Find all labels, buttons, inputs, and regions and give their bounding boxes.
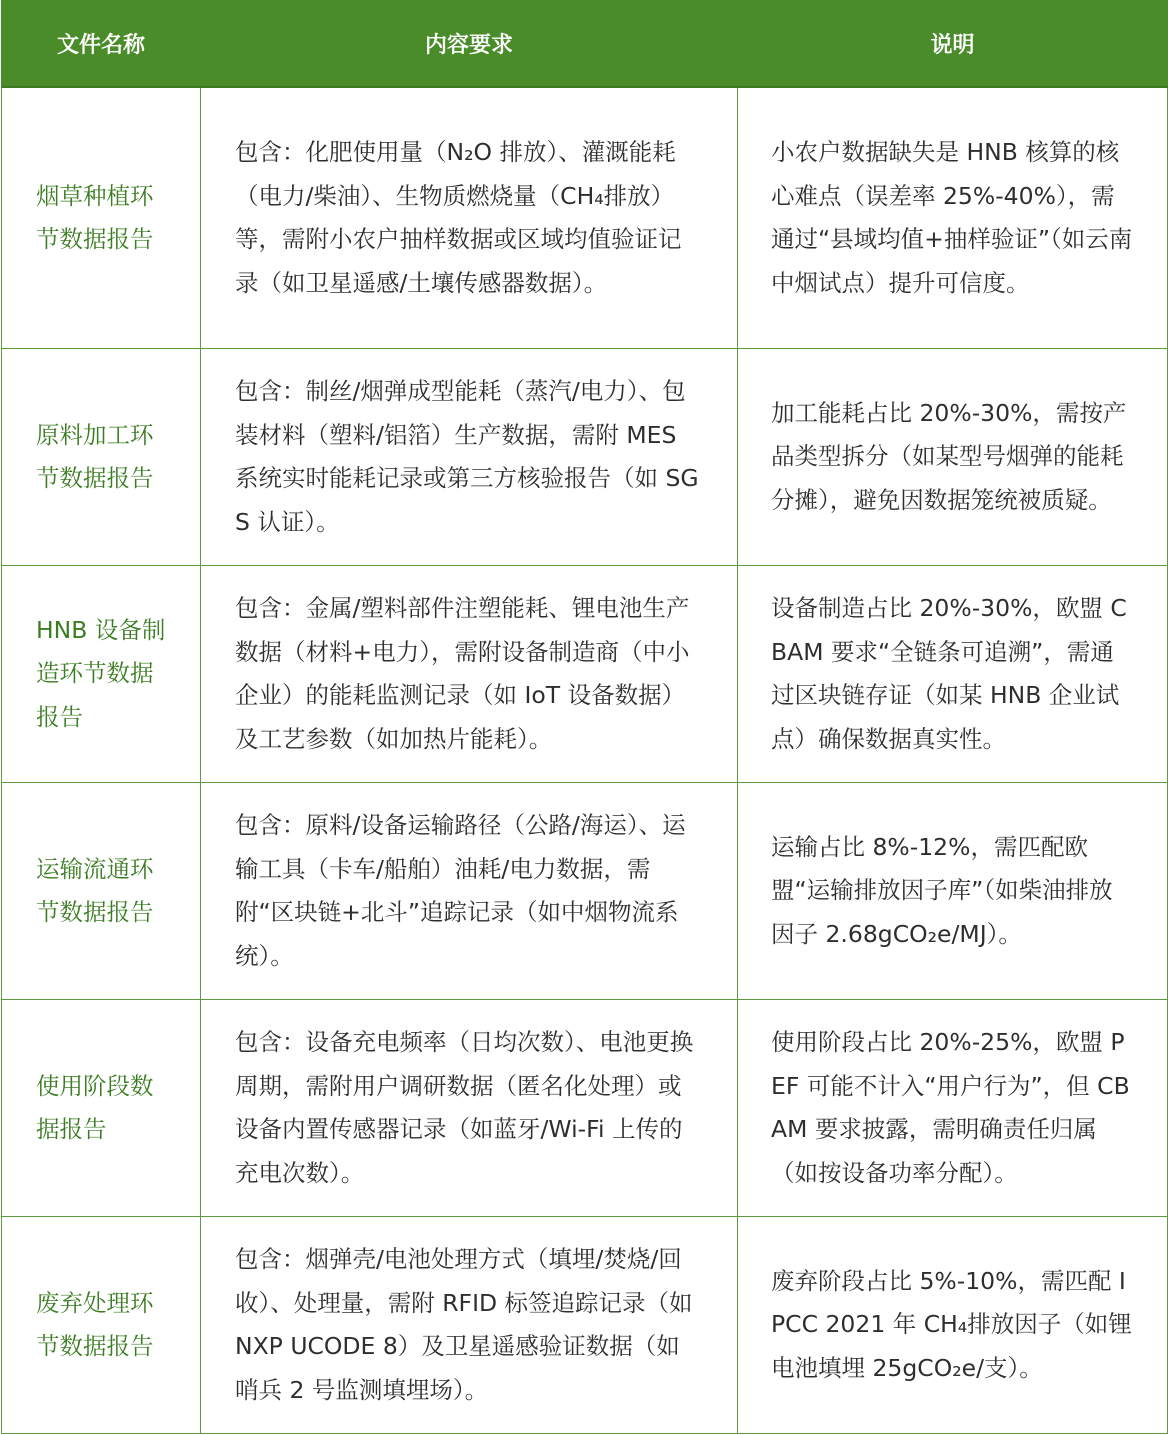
row-content: 包含：原料/设备运输路径（公路/海运）、运输工具（卡车/船舶）油耗/电力数据，需附“区块链+北斗”追踪记录（如中烟物流系统）。 [201,783,738,1000]
row-content: 包含：设备充电频率（日均次数）、电池更换周期，需附用户调研数据（匿名化处理）或设备内置传感器记录（如蓝牙/Wi-Fi 上传的充电次数）。 [201,1000,738,1217]
table-body [2,87,1168,1434]
table-row [2,349,1168,566]
header-content-requirements: 内容要求 [201,0,738,87]
row-note: 加工能耗占比 20%-30%，需按产品类型拆分（如某型号烟弹的能耗分摊），避免因数据笼统被质疑。 [738,349,1168,566]
row-note: 小农户数据缺失是 HNB 核算的核心难点（误差率 25%-40%），需通过“县域均值+抽样验证”（如云南中烟试点）提升可信度。 [738,87,1168,349]
row-note: 废弃阶段占比 5%-10%，需匹配 IPCC 2021 年 CH₄排放因子（如锂电池填埋 25gCO₂e/支）。 [738,1217,1168,1434]
row-file-name: 使用阶段数据报告 [2,1000,201,1217]
row-file-name: 废弃处理环节数据报告 [2,1217,201,1434]
table-row [2,87,1168,349]
row-file-name: 烟草种植环节数据报告 [2,87,201,349]
data-report-table-container [1,0,1167,1434]
table-row [2,1217,1168,1434]
row-file-name: 原料加工环节数据报告 [2,349,201,566]
table-row [2,566,1168,783]
table-header [2,0,1168,87]
table-row [2,783,1168,1000]
table-row [2,1000,1168,1217]
data-report-table [1,0,1168,1434]
row-note: 使用阶段占比 20%-25%，欧盟 PEF 可能不计入“用户行为”，但 CBAM 要求披露，需明确责任归属（如按设备功率分配）。 [738,1000,1168,1217]
row-file-name: 运输流通环节数据报告 [2,783,201,1000]
row-content: 包含：化肥使用量（N₂O 排放）、灌溉能耗（电力/柴油）、生物质燃烧量（CH₄排放）等，需附小农户抽样数据或区域均值验证记录（如卫星遥感/土壤传感器数据）。 [201,87,738,349]
row-content: 包含：烟弹壳/电池处理方式（填埋/焚烧/回收）、处理量，需附 RFID 标签追踪记录（如 NXP UCODE 8）及卫星遥感验证数据（如哨兵 2 号监测填埋场）。 [201,1217,738,1434]
row-note: 运输占比 8%-12%，需匹配欧盟“运输排放因子库”（如柴油排放因子 2.68gCO₂e/MJ）。 [738,783,1168,1000]
header-description: 说明 [738,0,1168,87]
row-file-name: HNB 设备制造环节数据报告 [2,566,201,783]
header-file-name: 文件名称 [2,0,201,87]
row-content: 包含：制丝/烟弹成型能耗（蒸汽/电力）、包装材料（塑料/铝箔）生产数据，需附 MES 系统实时能耗记录或第三方核验报告（如 SGS 认证）。 [201,349,738,566]
row-note: 设备制造占比 20%-30%，欧盟 CBAM 要求“全链条可追溯”，需通过区块链存证（如某 HNB 企业试点）确保数据真实性。 [738,566,1168,783]
header-row [2,0,1168,87]
row-content: 包含：金属/塑料部件注塑能耗、锂电池生产数据（材料+电力），需附设备制造商（中小企业）的能耗监测记录（如 IoT 设备数据）及工艺参数（如加热片能耗）。 [201,566,738,783]
